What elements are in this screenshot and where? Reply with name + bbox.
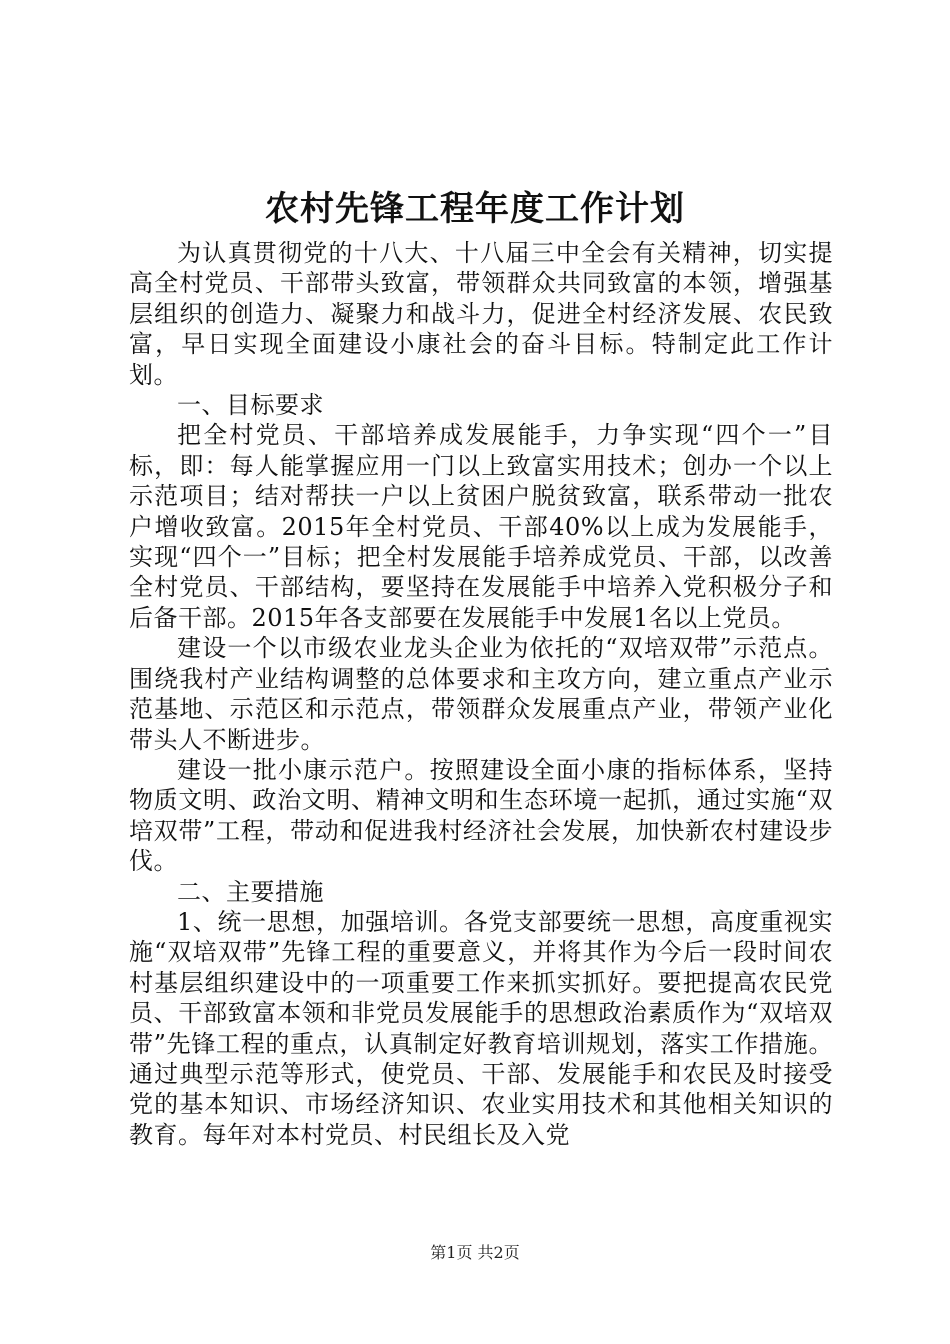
document-title: 农村先锋工程年度工作计划 (265, 189, 685, 229)
goals-paragraph-2: 建设一个以市级农业龙头企业为依托的“双培双带”示范点。围绕我村产业结构调整的总体要求和主攻方向，建立重点产业示范基地、示范区和示范点，带领群众发展重点产业，带领产业化带头人不断进步。 (129, 634, 833, 754)
measures-paragraph-1: 1、统一思想，加强培训。各党支部要统一思想，高度重视实施“双培双带”先锋工程的重要意义，并将其作为今后一段时间农村基层组织建设中的一项重要工作来抓实抓好。要把提高农民党员、干部致富本领和非党员发展能手的思想政治素质作为“双培双带”先锋工程的重点，认真制定好教育培训规划，落实工作措施。通过典型示范等形式，使党员、干部、发展能手和农民及时接受党的基本知识、市场经济知识、农业实用技术和其他相关知识的教育。每年对本村党员、村民组长及入党 (129, 907, 833, 1149)
section-heading-goals: 一、目标要求 (177, 391, 324, 420)
goals-paragraph-1: 把全村党员、干部培养成发展能手，力争实现“四个一”目标，即：每人能掌握应用一门以上致富实用技术；创办一个以上示范项目；结对帮扶一户以上贫困户脱贫致富，联系带动一批农户增收致富。2015年全村党员、干部40%以上成为发展能手，实现“四个一”目标；把全村发展能手培养成党员、干部，以改善全村党员、干部结构，要坚持在发展能手中培养入党积极分子和后备干部。2015年各支部要在发展能手中发展1名以上党员。 (129, 421, 833, 632)
goals-paragraph-3: 建设一批小康示范户。按照建设全面小康的指标体系，坚持物质文明、政治文明、精神文明和生态环境一起抓，通过实施“双培双带”工程，带动和促进我村经济社会发展，加快新农村建设步伐。 (129, 755, 833, 876)
intro-paragraph: 为认真贯彻党的十八大、十八届三中全会有关精神，切实提高全村党员、干部带头致富，带领群众共同致富的本领，增强基层组织的创造力、凝聚力和战斗力，促进全村经济发展、农民致富，早日实现全面建设小康社会的奋斗目标。特制定此工作计划。 (129, 239, 833, 389)
section-heading-measures: 二、主要措施 (177, 877, 324, 906)
page-footer: 第1页 共2页 (430, 1243, 520, 1262)
document-body (129, 238, 833, 1150)
